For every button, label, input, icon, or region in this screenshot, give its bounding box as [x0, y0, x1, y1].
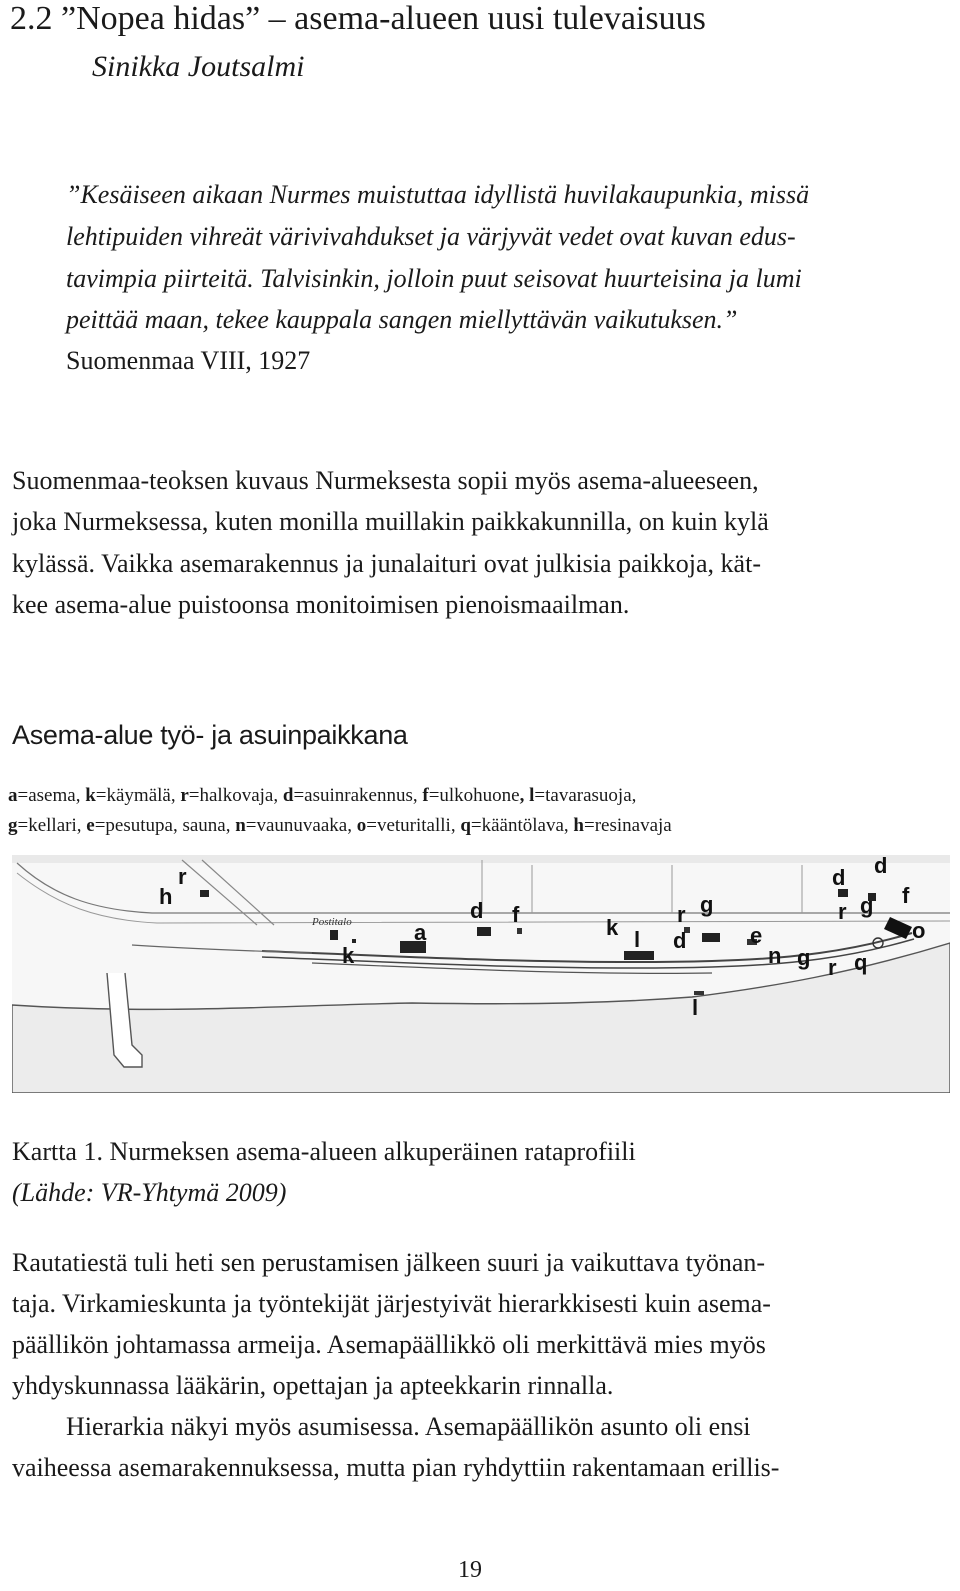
legend-key: ,	[519, 785, 525, 806]
map-label: d	[874, 855, 888, 878]
legend-key: k	[85, 785, 96, 806]
map-label: d	[470, 898, 484, 923]
body-line: yhdyskunnassa lääkärin, opettajan ja apteekkarin rinnalla.	[12, 1371, 614, 1400]
page-number: 19	[458, 1557, 482, 1583]
quote-source: Suomenmaa VIII, 1927	[66, 346, 311, 375]
legend-key: d	[282, 785, 294, 806]
road-line	[202, 860, 274, 925]
legend-key: l	[529, 785, 535, 806]
map-label: g	[860, 893, 874, 918]
map-label: g	[797, 945, 811, 970]
locomotive-shed	[884, 917, 912, 939]
building	[200, 890, 209, 897]
legend-key: g	[8, 815, 18, 836]
road-line	[17, 863, 950, 913]
map-label: f	[512, 902, 520, 927]
map-top-strip	[12, 855, 950, 863]
intro-line: joka Nurmeksessa, kuten monilla muillakin paikkakunnilla, on kuin kylä	[12, 507, 769, 536]
intro-line: kylässä. Vaikka asemarakennus ja junalaituri ovat julkisia paikkoja, kät-	[12, 549, 761, 578]
road-line	[182, 860, 257, 925]
map-label: q	[854, 950, 868, 975]
legend-key: n	[235, 815, 246, 836]
quote-line: peittää maan, tekee kauppala sangen miellyttävän vaikutuksen.”	[66, 305, 738, 334]
legend-text: =halkovaja,	[188, 785, 283, 806]
building	[838, 889, 848, 897]
legend-text: =kellari,	[17, 815, 87, 836]
station-area-map	[12, 855, 950, 1093]
legend-text: =resinavaja	[584, 815, 672, 836]
map-label: f	[902, 883, 910, 908]
legend-text: =asuinrakennus,	[293, 785, 423, 806]
quote-line: lehtipuiden vihreät värivivahdukset ja värjyvät vedet ovat kuvan edus-	[66, 222, 796, 251]
body-line: päällikön johtamassa armeija. Asemapäällikkö oli merkittävä mies myös	[12, 1330, 766, 1359]
map-label: d	[832, 865, 846, 890]
legend-text: =veturitalli,	[366, 815, 461, 836]
railway-track	[262, 933, 912, 962]
map-label: a	[414, 920, 427, 945]
map-label: r	[828, 955, 837, 980]
body-line: vaiheessa asemarakennuksessa, mutta pian ryhdyttiin rakentamaan erillis-	[12, 1453, 780, 1482]
legend-key: h	[573, 815, 584, 836]
building	[702, 933, 720, 942]
body-line: taja. Virkamieskunta ja työntekijät järjestyivät hierarkkisesti kuin asema-	[12, 1289, 771, 1318]
quote-line: ”Kesäiseen aikaan Nurmes muistuttaa idyllistä huvilakaupunkia, missä	[66, 180, 810, 209]
map-label: h	[159, 884, 173, 909]
legend-text: =ulkohuone	[428, 785, 520, 806]
legend-line	[8, 785, 636, 807]
building	[477, 927, 491, 936]
map-label: o	[912, 918, 926, 943]
map-label: r	[178, 864, 187, 889]
map-label: l	[634, 927, 641, 952]
body-line: Rautatiestä tuli heti sen perustamisen jälkeen suuri ja vaikuttava työnan-	[12, 1248, 766, 1277]
body-line: Hierarkia näkyi myös asumisessa. Asemapäällikön asunto oli ensi	[66, 1412, 751, 1441]
building	[517, 928, 522, 934]
legend-key: r	[180, 785, 189, 806]
legend-text: =asema,	[17, 785, 86, 806]
legend-text: =kääntölava,	[470, 815, 574, 836]
map-label: g	[700, 892, 714, 917]
intro-line: Suomenmaa-teoksen kuvaus Nurmeksesta sopii myös asema-alueeseen,	[12, 466, 759, 495]
legend-key: q	[460, 815, 471, 836]
legend-line	[8, 815, 672, 837]
legend-key: e	[86, 815, 95, 836]
legend-key: f	[422, 785, 429, 806]
map-label: k	[606, 915, 619, 940]
map-label: l	[692, 995, 699, 1020]
map-printed-text: Postitalo	[312, 916, 352, 928]
figure-caption: Kartta 1. Nurmeksen asema-alueen alkuperäinen rataprofiili	[12, 1137, 636, 1166]
map-label: e	[750, 923, 763, 948]
map-label: n	[768, 943, 782, 968]
legend-text: =tavarasuoja,	[534, 785, 637, 806]
map-label: r	[838, 899, 847, 924]
quote-line: tavimpia piirteitä. Talvisinkin, jolloin puut seisovat huurteisina ja lumi	[66, 264, 802, 293]
legend-key: a	[8, 785, 18, 806]
goods-shed	[624, 951, 654, 960]
railway-track	[132, 945, 312, 953]
legend-text: =käymälä,	[95, 785, 181, 806]
figure-source: (Lähde: VR-Yhtymä 2009)	[12, 1178, 287, 1207]
intro-line: kee asema-alue puistoonsa monitoimisen pienoismaailman.	[12, 590, 630, 619]
map-label: k	[342, 943, 355, 968]
map-label: d	[673, 928, 687, 953]
road-line	[17, 873, 950, 923]
page-title: 2.2 ”Nopea hidas” – asema-alueen uusi tulevaisuus	[10, 0, 706, 37]
section-heading: Asema-alue työ- ja asuinpaikkana	[12, 720, 408, 750]
legend-key: o	[356, 815, 367, 836]
map-label: r	[677, 902, 686, 927]
legend-text: =pesutupa, sauna,	[94, 815, 236, 836]
building	[330, 930, 338, 940]
legend-text: =vaunuvaaka,	[245, 815, 357, 836]
author-name: Sinikka Joutsalmi	[92, 50, 305, 83]
